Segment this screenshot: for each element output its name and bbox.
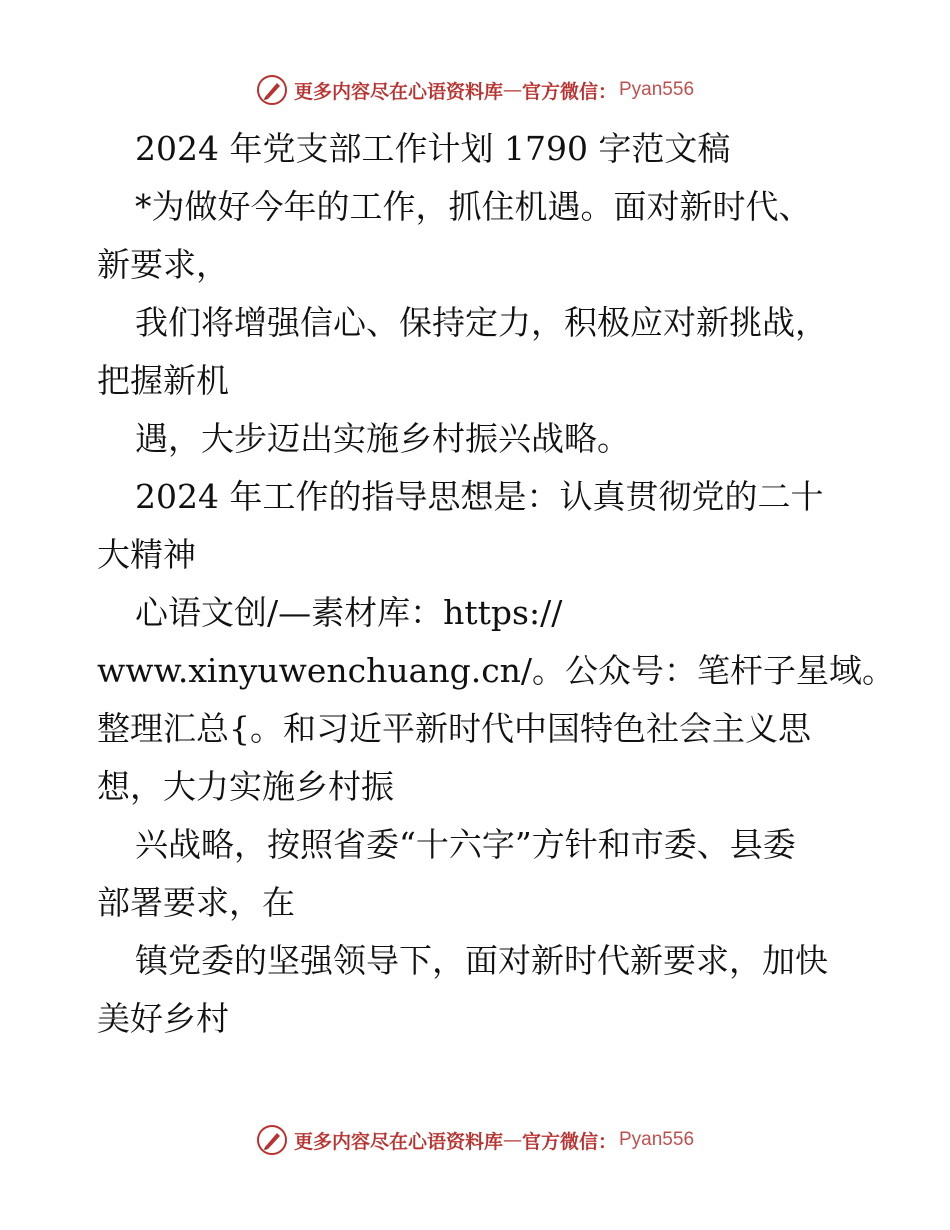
watermark-text: 更多内容尽在心语资料库	[293, 80, 503, 103]
paragraph-line: 新要求，	[97, 245, 229, 284]
watermark-wechat-label: 官方微信：	[521, 80, 617, 103]
pen-logo-icon	[256, 1124, 288, 1156]
paragraph-line: 大精神	[97, 535, 196, 574]
paragraph-line: 遇，大步迈出实施乡村振兴战略。	[135, 419, 630, 458]
document-title: 2024 年党支部工作计划 1790 字范文稿	[135, 129, 731, 168]
paragraph-line: 部署要求，在	[97, 883, 295, 922]
watermark-wechat-id: Pyan556	[619, 79, 695, 100]
paragraph-line: 2024 年工作的指导思想是：认真贯彻党的二十	[135, 477, 824, 516]
paragraph-line: *为做好今年的工作，抓住机遇。面对新时代、	[135, 187, 812, 226]
paragraph-line: 心语文创/—素材库：https://	[135, 593, 563, 632]
paragraph-line: 我们将增强信心、保持定力，积极应对新挑战，	[135, 303, 828, 342]
paragraph-line: 把握新机	[97, 361, 229, 400]
paragraph-line: 美好乡村	[97, 999, 229, 1038]
paragraph-line: 整理汇总{。和习近平新时代中国特色社会主义思	[97, 709, 811, 748]
document-body	[97, 120, 896, 1048]
paragraph-line-url: www.xinyuwenchuang.cn/。公众号：笔杆子星域。	[97, 651, 896, 690]
watermark-dash: —	[502, 1129, 522, 1151]
watermark-wechat-label: 官方微信：	[521, 1130, 617, 1153]
header-watermark	[0, 70, 950, 110]
watermark-dash: —	[502, 79, 522, 101]
watermark-wechat-id: Pyan556	[619, 1129, 695, 1150]
paragraph-line: 镇党委的坚强领导下，面对新时代新要求，加快	[135, 941, 828, 980]
paragraph-line: 想，大力实施乡村振	[97, 767, 394, 806]
footer-watermark	[0, 1120, 950, 1160]
watermark-text: 更多内容尽在心语资料库	[293, 1130, 503, 1153]
paragraph-line: 兴战略，按照省委“十六字”方针和市委、县委	[135, 825, 796, 864]
pen-logo-icon	[256, 74, 288, 106]
